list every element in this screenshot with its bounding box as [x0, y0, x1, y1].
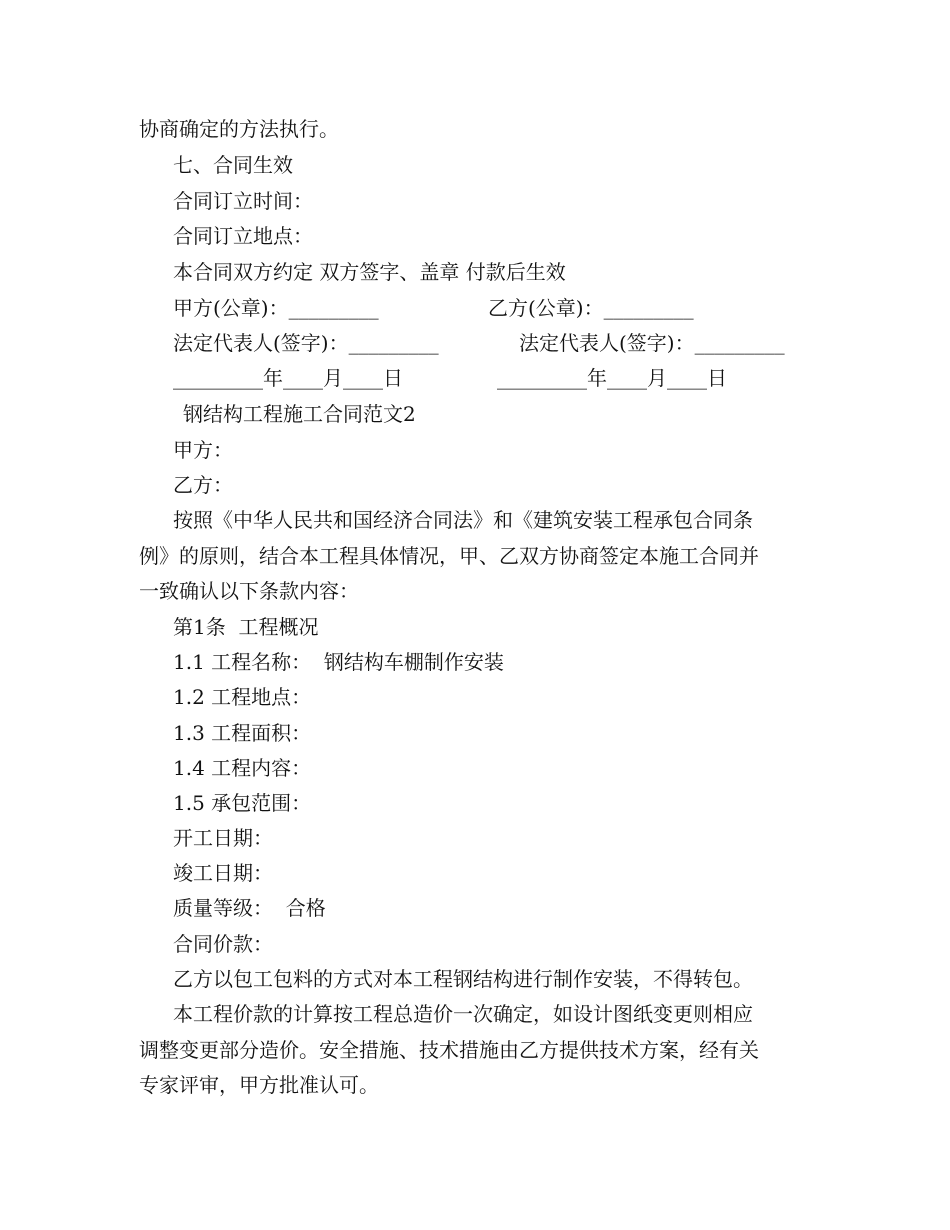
quality-grade: 质量等级： 合格: [173, 896, 326, 920]
party-a-label: 甲方：: [173, 438, 233, 462]
project-name: 1.1 工程名称： 钢结构车棚制作安装: [173, 650, 504, 674]
party-a-representative: 法定代表人(签字)：_________: [173, 331, 439, 355]
project-area: 1.3 工程面积：: [173, 721, 312, 745]
preamble-line-2: 例》的原则，结合本工程具体情况，甲、乙双方协商签定本施工合同并: [139, 544, 759, 568]
price-clause-line-3: 专家评审，甲方批准认可。: [139, 1073, 379, 1097]
preamble-line-3: 一致确认以下条款内容：: [139, 579, 359, 603]
document-title: 钢结构工程施工合同范文2: [183, 402, 416, 426]
party-b-seal: 乙方(公章)：_________: [488, 296, 694, 320]
start-date: 开工日期：: [173, 826, 273, 850]
contract-scope: 1.5 承包范围：: [173, 791, 312, 815]
preamble-line-1: 按照《中华人民共和国经济合同法》和《建筑安装工程承包合同条: [173, 508, 753, 532]
completion-date: 竣工日期：: [173, 861, 273, 885]
party-b-representative: 法定代表人(签字)：_________: [519, 331, 785, 355]
contracting-method: 乙方以包工包料的方式对本工程钢结构进行制作安装，不得转包。: [173, 967, 753, 991]
project-content: 1.4 工程内容：: [173, 756, 312, 780]
contract-effect-clause: 本合同双方约定 双方签字、盖章 付款后生效: [173, 260, 566, 284]
contract-price: 合同价款：: [173, 932, 273, 956]
contract-signing-time: 合同订立时间：: [173, 189, 313, 213]
paragraph-continuation: 协商确定的方法执行。: [139, 117, 339, 141]
party-b-date: _________年____月____日: [497, 366, 727, 390]
contract-signing-place: 合同订立地点：: [173, 224, 313, 248]
article-1-heading: 第1条 工程概况: [173, 615, 319, 639]
section-heading-contract-effect: 七、合同生效: [173, 153, 293, 177]
price-clause-line-2: 调整变更部分造价。安全措施、技术措施由乙方提供技术方案，经有关: [139, 1038, 759, 1062]
price-clause-line-1: 本工程价款的计算按工程总造价一次确定，如设计图纸变更则相应: [173, 1002, 753, 1026]
party-a-seal: 甲方(公章)：_________: [173, 296, 379, 320]
party-a-date: _________年____月____日: [173, 366, 403, 390]
party-b-label: 乙方：: [173, 473, 233, 497]
project-location: 1.2 工程地点：: [173, 685, 312, 709]
